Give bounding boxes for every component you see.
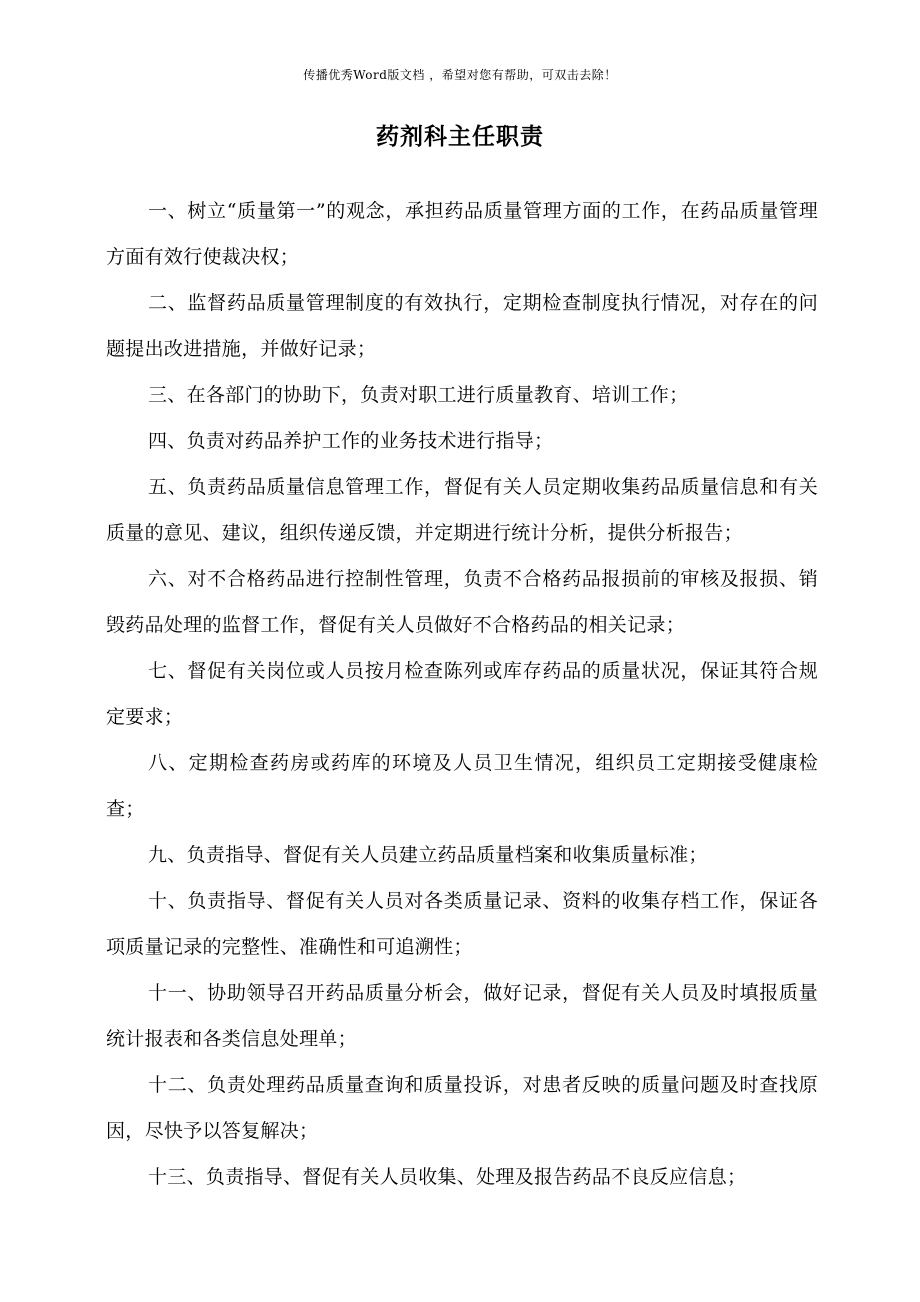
header-note: 传播优秀Word版文档 ，希望对您有帮助，可双击去除！ xyxy=(303,68,617,82)
paragraph-1: 一、树立“质量第一”的观念，承担药品质量管理方面的工作，在药品质量管理方面有效行使裁决权； xyxy=(106,200,818,268)
paragraph-13: 十三、负责指导、督促有关人员收集、处理及报告药品不良反应信息； xyxy=(148,1166,747,1188)
paragraph-2: 二、监督药品质量管理制度的有效执行，定期检查制度执行情况，对存在的问题提出改进措施，并做好记录； xyxy=(106,292,818,360)
paragraph-9: 九、负责指导、督促有关人员建立药品质量档案和收集质量标准； xyxy=(148,844,708,866)
document-title: 药剂科主任职责 xyxy=(376,123,544,150)
paragraph-10: 十、负责指导、督促有关人员对各类质量记录、资料的收集存档工作，保证各项质量记录的完整性、准确性和可追溯性； xyxy=(106,890,818,958)
paragraph-3: 三、在各部门的协助下，负责对职工进行质量教育、培训工作； xyxy=(148,384,689,406)
paragraph-6: 六、对不合格药品进行控制性管理，负责不合格药品报损前的审核及报损、销毁药品处理的监督工作，督促有关人员做好不合格药品的相关记录； xyxy=(106,568,818,636)
paragraph-7: 七、督促有关岗位或人员按月检查陈列或库存药品的质量状况，保证其符合规定要求； xyxy=(106,660,818,728)
document-body xyxy=(106,188,818,1200)
paragraph-4: 四、负责对药品养护工作的业务技术进行指导； xyxy=(148,430,554,452)
paragraph-12: 十二、负责处理药品质量查询和质量投诉，对患者反映的质量问题及时查找原因，尽快予以答复解决； xyxy=(106,1074,818,1142)
paragraph-11: 十一、协助领导召开药品质量分析会，做好记录，督促有关人员及时填报质量统计报表和各类信息处理单； xyxy=(106,982,818,1050)
paragraph-5: 五、负责药品质量信息管理工作，督促有关人员定期收集药品质量信息和有关质量的意见、建议，组织传递反馈，并定期进行统计分析，提供分析报告； xyxy=(106,476,818,544)
paragraph-8: 八、定期检查药房或药库的环境及人员卫生情况，组织员工定期接受健康检查； xyxy=(106,752,818,820)
